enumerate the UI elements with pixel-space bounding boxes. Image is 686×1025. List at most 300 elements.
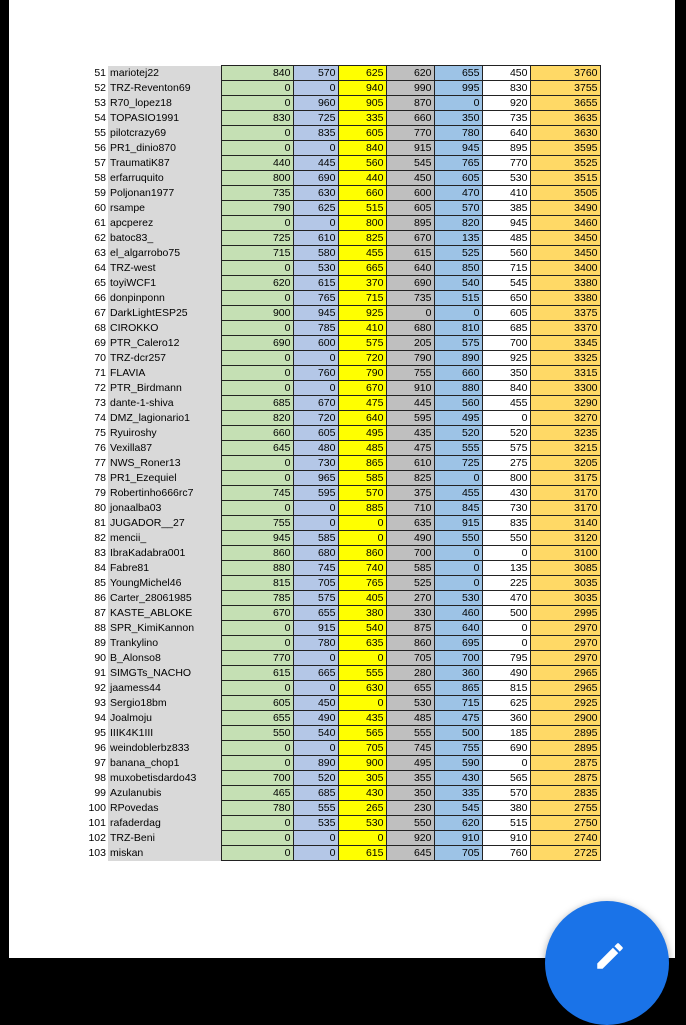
table-row <box>84 771 600 786</box>
total-points: 3085 <box>530 561 600 576</box>
round-4-points: 475 <box>386 441 434 456</box>
table-row <box>84 156 600 171</box>
round-1-points: 670 <box>221 606 293 621</box>
player-name: TRZ-dcr257 <box>108 351 221 366</box>
table-row <box>84 696 600 711</box>
round-4-points: 375 <box>386 486 434 501</box>
total-points: 2965 <box>530 681 600 696</box>
row-position: 77 <box>84 456 108 471</box>
round-2-points: 600 <box>293 336 338 351</box>
row-position: 67 <box>84 306 108 321</box>
row-position: 91 <box>84 666 108 681</box>
round-5-points: 590 <box>434 756 482 771</box>
row-position: 75 <box>84 426 108 441</box>
round-6-points: 135 <box>482 561 530 576</box>
pencil-icon <box>593 939 627 973</box>
player-name: donpinponn <box>108 291 221 306</box>
round-5-points: 455 <box>434 486 482 501</box>
round-5-points: 335 <box>434 786 482 801</box>
table-row <box>84 426 600 441</box>
table-row <box>84 486 600 501</box>
round-5-points: 0 <box>434 561 482 576</box>
total-points: 2740 <box>530 831 600 846</box>
round-3-points: 430 <box>338 786 386 801</box>
round-2-points: 965 <box>293 471 338 486</box>
row-position: 79 <box>84 486 108 501</box>
row-position: 56 <box>84 141 108 156</box>
round-2-points: 0 <box>293 741 338 756</box>
player-name: PR1_Ezequiel <box>108 471 221 486</box>
round-3-points: 575 <box>338 336 386 351</box>
round-5-points: 350 <box>434 111 482 126</box>
table-row <box>84 396 600 411</box>
round-4-points: 495 <box>386 756 434 771</box>
player-name: Robertinho666rc7 <box>108 486 221 501</box>
total-points: 3290 <box>530 396 600 411</box>
round-5-points: 475 <box>434 711 482 726</box>
row-position: 59 <box>84 186 108 201</box>
total-points: 3635 <box>530 111 600 126</box>
round-3-points: 585 <box>338 471 386 486</box>
round-4-points: 445 <box>386 396 434 411</box>
table-row <box>84 411 600 426</box>
table-row <box>84 441 600 456</box>
round-3-points: 740 <box>338 561 386 576</box>
table-row <box>84 801 600 816</box>
total-points: 3380 <box>530 276 600 291</box>
round-6-points: 0 <box>482 756 530 771</box>
table-row <box>84 561 600 576</box>
total-points: 3460 <box>530 216 600 231</box>
round-1-points: 0 <box>221 681 293 696</box>
round-5-points: 865 <box>434 681 482 696</box>
round-5-points: 0 <box>434 576 482 591</box>
round-6-points: 490 <box>482 666 530 681</box>
total-points: 3170 <box>530 486 600 501</box>
round-4-points: 735 <box>386 291 434 306</box>
round-3-points: 555 <box>338 666 386 681</box>
round-2-points: 445 <box>293 156 338 171</box>
round-2-points: 625 <box>293 201 338 216</box>
round-1-points: 660 <box>221 426 293 441</box>
round-3-points: 640 <box>338 411 386 426</box>
row-position: 57 <box>84 156 108 171</box>
round-4-points: 640 <box>386 261 434 276</box>
round-6-points: 770 <box>482 156 530 171</box>
round-1-points: 0 <box>221 846 293 861</box>
standings-rows <box>84 66 600 861</box>
round-1-points: 840 <box>221 66 293 81</box>
player-name: PTR_Calero12 <box>108 336 221 351</box>
table-row <box>84 381 600 396</box>
round-2-points: 0 <box>293 141 338 156</box>
round-3-points: 905 <box>338 96 386 111</box>
row-position: 62 <box>84 231 108 246</box>
round-4-points: 550 <box>386 816 434 831</box>
player-name: Azulanubis <box>108 786 221 801</box>
round-1-points: 0 <box>221 126 293 141</box>
round-6-points: 185 <box>482 726 530 741</box>
round-6-points: 470 <box>482 591 530 606</box>
round-4-points: 910 <box>386 381 434 396</box>
total-points: 3380 <box>530 291 600 306</box>
round-2-points: 0 <box>293 846 338 861</box>
total-points: 3400 <box>530 261 600 276</box>
round-4-points: 655 <box>386 681 434 696</box>
table-row <box>84 336 600 351</box>
round-4-points: 620 <box>386 66 434 81</box>
player-name: mariotej22 <box>108 66 221 81</box>
round-1-points: 800 <box>221 171 293 186</box>
row-position: 60 <box>84 201 108 216</box>
round-5-points: 910 <box>434 831 482 846</box>
round-2-points: 915 <box>293 621 338 636</box>
round-4-points: 875 <box>386 621 434 636</box>
round-1-points: 820 <box>221 411 293 426</box>
player-name: TraumatiK87 <box>108 156 221 171</box>
round-4-points: 525 <box>386 576 434 591</box>
round-6-points: 0 <box>482 621 530 636</box>
row-position: 78 <box>84 471 108 486</box>
round-6-points: 920 <box>482 96 530 111</box>
round-4-points: 610 <box>386 456 434 471</box>
round-1-points: 945 <box>221 531 293 546</box>
player-name: Joalmoju <box>108 711 221 726</box>
round-2-points: 480 <box>293 441 338 456</box>
round-2-points: 680 <box>293 546 338 561</box>
round-6-points: 485 <box>482 231 530 246</box>
total-points: 2895 <box>530 726 600 741</box>
round-6-points: 735 <box>482 111 530 126</box>
round-4-points: 530 <box>386 696 434 711</box>
round-3-points: 900 <box>338 756 386 771</box>
table-row <box>84 816 600 831</box>
table-row <box>84 621 600 636</box>
table-row <box>84 726 600 741</box>
total-points: 3655 <box>530 96 600 111</box>
round-4-points: 860 <box>386 636 434 651</box>
row-position: 87 <box>84 606 108 621</box>
round-6-points: 430 <box>482 486 530 501</box>
round-2-points: 630 <box>293 186 338 201</box>
total-points: 3595 <box>530 141 600 156</box>
total-points: 3035 <box>530 576 600 591</box>
round-5-points: 555 <box>434 441 482 456</box>
round-1-points: 465 <box>221 786 293 801</box>
round-3-points: 515 <box>338 201 386 216</box>
round-4-points: 205 <box>386 336 434 351</box>
round-6-points: 910 <box>482 831 530 846</box>
round-6-points: 690 <box>482 741 530 756</box>
round-1-points: 900 <box>221 306 293 321</box>
round-1-points: 0 <box>221 621 293 636</box>
round-6-points: 0 <box>482 636 530 651</box>
row-position: 74 <box>84 411 108 426</box>
table-row <box>84 591 600 606</box>
round-4-points: 690 <box>386 276 434 291</box>
round-2-points: 610 <box>293 231 338 246</box>
player-name: Poljonan1977 <box>108 186 221 201</box>
player-name: SPR_KimiKannon <box>108 621 221 636</box>
round-2-points: 745 <box>293 561 338 576</box>
round-6-points: 945 <box>482 216 530 231</box>
player-name: RPovedas <box>108 801 221 816</box>
round-3-points: 790 <box>338 366 386 381</box>
round-3-points: 410 <box>338 321 386 336</box>
round-2-points: 0 <box>293 516 338 531</box>
round-4-points: 660 <box>386 111 434 126</box>
round-5-points: 575 <box>434 336 482 351</box>
total-points: 3100 <box>530 546 600 561</box>
row-position: 93 <box>84 696 108 711</box>
total-points: 2965 <box>530 666 600 681</box>
total-points: 3375 <box>530 306 600 321</box>
round-2-points: 570 <box>293 66 338 81</box>
table-row <box>84 456 600 471</box>
table-row <box>84 681 600 696</box>
player-name: NWS_Roner13 <box>108 456 221 471</box>
round-3-points: 630 <box>338 681 386 696</box>
round-3-points: 885 <box>338 501 386 516</box>
row-position: 103 <box>84 846 108 861</box>
round-1-points: 0 <box>221 381 293 396</box>
player-name: FLAVIA <box>108 366 221 381</box>
round-6-points: 520 <box>482 426 530 441</box>
round-1-points: 690 <box>221 336 293 351</box>
round-1-points: 715 <box>221 246 293 261</box>
player-name: PR1_dinio870 <box>108 141 221 156</box>
round-1-points: 0 <box>221 756 293 771</box>
round-2-points: 890 <box>293 756 338 771</box>
round-3-points: 670 <box>338 381 386 396</box>
round-1-points: 725 <box>221 231 293 246</box>
round-4-points: 270 <box>386 591 434 606</box>
row-position: 53 <box>84 96 108 111</box>
round-5-points: 135 <box>434 231 482 246</box>
table-row <box>84 231 600 246</box>
player-name: dante-1-shiva <box>108 396 221 411</box>
round-3-points: 635 <box>338 636 386 651</box>
round-6-points: 500 <box>482 606 530 621</box>
round-2-points: 585 <box>293 531 338 546</box>
round-5-points: 570 <box>434 201 482 216</box>
round-6-points: 760 <box>482 846 530 861</box>
round-5-points: 540 <box>434 276 482 291</box>
row-position: 52 <box>84 81 108 96</box>
round-5-points: 525 <box>434 246 482 261</box>
row-position: 51 <box>84 66 108 81</box>
round-5-points: 705 <box>434 846 482 861</box>
round-1-points: 0 <box>221 366 293 381</box>
table-row <box>84 741 600 756</box>
table-row <box>84 201 600 216</box>
round-6-points: 795 <box>482 651 530 666</box>
round-3-points: 800 <box>338 216 386 231</box>
round-3-points: 305 <box>338 771 386 786</box>
table-row <box>84 711 600 726</box>
player-name: TOPASIO1991 <box>108 111 221 126</box>
round-5-points: 530 <box>434 591 482 606</box>
round-2-points: 720 <box>293 411 338 426</box>
total-points: 3450 <box>530 231 600 246</box>
round-6-points: 715 <box>482 261 530 276</box>
row-position: 84 <box>84 561 108 576</box>
round-1-points: 0 <box>221 636 293 651</box>
round-3-points: 380 <box>338 606 386 621</box>
round-3-points: 925 <box>338 306 386 321</box>
round-3-points: 0 <box>338 516 386 531</box>
row-position: 97 <box>84 756 108 771</box>
row-position: 71 <box>84 366 108 381</box>
table-row <box>84 531 600 546</box>
round-1-points: 785 <box>221 591 293 606</box>
round-4-points: 450 <box>386 171 434 186</box>
round-3-points: 605 <box>338 126 386 141</box>
round-6-points: 385 <box>482 201 530 216</box>
row-position: 81 <box>84 516 108 531</box>
round-4-points: 545 <box>386 156 434 171</box>
total-points: 3235 <box>530 426 600 441</box>
round-4-points: 435 <box>386 426 434 441</box>
round-3-points: 0 <box>338 831 386 846</box>
round-1-points: 0 <box>221 471 293 486</box>
player-name: TRZ-Reventon69 <box>108 81 221 96</box>
round-1-points: 755 <box>221 516 293 531</box>
round-5-points: 765 <box>434 156 482 171</box>
round-5-points: 695 <box>434 636 482 651</box>
table-row <box>84 786 600 801</box>
total-points: 2970 <box>530 636 600 651</box>
round-3-points: 715 <box>338 291 386 306</box>
total-points: 3120 <box>530 531 600 546</box>
table-row <box>84 186 600 201</box>
total-points: 3630 <box>530 126 600 141</box>
round-3-points: 335 <box>338 111 386 126</box>
round-6-points: 650 <box>482 291 530 306</box>
table-row <box>84 501 600 516</box>
round-2-points: 670 <box>293 396 338 411</box>
round-4-points: 585 <box>386 561 434 576</box>
table-row <box>84 471 600 486</box>
player-name: banana_chop1 <box>108 756 221 771</box>
row-position: 65 <box>84 276 108 291</box>
table-row <box>84 66 600 81</box>
total-points: 2750 <box>530 816 600 831</box>
round-2-points: 450 <box>293 696 338 711</box>
player-name: DMZ_lagionario1 <box>108 411 221 426</box>
row-position: 94 <box>84 711 108 726</box>
round-4-points: 355 <box>386 771 434 786</box>
player-name: R70_lopez18 <box>108 96 221 111</box>
round-1-points: 0 <box>221 831 293 846</box>
round-1-points: 0 <box>221 216 293 231</box>
table-row <box>84 636 600 651</box>
round-1-points: 615 <box>221 666 293 681</box>
round-1-points: 0 <box>221 501 293 516</box>
round-5-points: 545 <box>434 801 482 816</box>
table-row <box>84 81 600 96</box>
table-row <box>84 96 600 111</box>
round-5-points: 880 <box>434 381 482 396</box>
round-2-points: 780 <box>293 636 338 651</box>
row-position: 88 <box>84 621 108 636</box>
round-4-points: 670 <box>386 231 434 246</box>
round-6-points: 360 <box>482 711 530 726</box>
player-name: PTR_Birdmann <box>108 381 221 396</box>
row-position: 54 <box>84 111 108 126</box>
round-4-points: 790 <box>386 351 434 366</box>
row-position: 55 <box>84 126 108 141</box>
round-1-points: 0 <box>221 141 293 156</box>
table-row <box>84 246 600 261</box>
round-2-points: 595 <box>293 486 338 501</box>
round-2-points: 605 <box>293 426 338 441</box>
round-5-points: 470 <box>434 186 482 201</box>
round-2-points: 835 <box>293 126 338 141</box>
row-position: 82 <box>84 531 108 546</box>
round-5-points: 945 <box>434 141 482 156</box>
edit-fab-button[interactable] <box>545 901 669 1025</box>
round-6-points: 815 <box>482 681 530 696</box>
round-5-points: 550 <box>434 531 482 546</box>
total-points: 2970 <box>530 651 600 666</box>
round-1-points: 860 <box>221 546 293 561</box>
total-points: 2835 <box>530 786 600 801</box>
round-5-points: 715 <box>434 696 482 711</box>
round-1-points: 605 <box>221 696 293 711</box>
round-2-points: 530 <box>293 261 338 276</box>
total-points: 2755 <box>530 801 600 816</box>
player-name: pilotcrazy69 <box>108 126 221 141</box>
round-3-points: 720 <box>338 351 386 366</box>
table-row <box>84 171 600 186</box>
round-1-points: 0 <box>221 351 293 366</box>
player-name: SIMGTs_NACHO <box>108 666 221 681</box>
round-1-points: 0 <box>221 321 293 336</box>
row-position: 101 <box>84 816 108 831</box>
standings-table <box>84 65 601 861</box>
round-3-points: 860 <box>338 546 386 561</box>
row-position: 66 <box>84 291 108 306</box>
table-row <box>84 306 600 321</box>
player-name: Vexilla87 <box>108 441 221 456</box>
table-row <box>84 651 600 666</box>
player-name: jaamess44 <box>108 681 221 696</box>
total-points: 2895 <box>530 741 600 756</box>
round-3-points: 530 <box>338 816 386 831</box>
round-6-points: 835 <box>482 516 530 531</box>
row-position: 61 <box>84 216 108 231</box>
round-3-points: 865 <box>338 456 386 471</box>
round-5-points: 0 <box>434 96 482 111</box>
round-5-points: 460 <box>434 606 482 621</box>
round-1-points: 0 <box>221 456 293 471</box>
round-5-points: 700 <box>434 651 482 666</box>
round-4-points: 330 <box>386 606 434 621</box>
round-1-points: 440 <box>221 156 293 171</box>
player-name: Trankylino <box>108 636 221 651</box>
round-1-points: 620 <box>221 276 293 291</box>
round-2-points: 540 <box>293 726 338 741</box>
round-5-points: 780 <box>434 126 482 141</box>
round-4-points: 615 <box>386 246 434 261</box>
player-name: YoungMichel46 <box>108 576 221 591</box>
round-4-points: 990 <box>386 81 434 96</box>
player-name: jonaalba03 <box>108 501 221 516</box>
round-5-points: 560 <box>434 396 482 411</box>
round-6-points: 565 <box>482 771 530 786</box>
round-4-points: 485 <box>386 711 434 726</box>
